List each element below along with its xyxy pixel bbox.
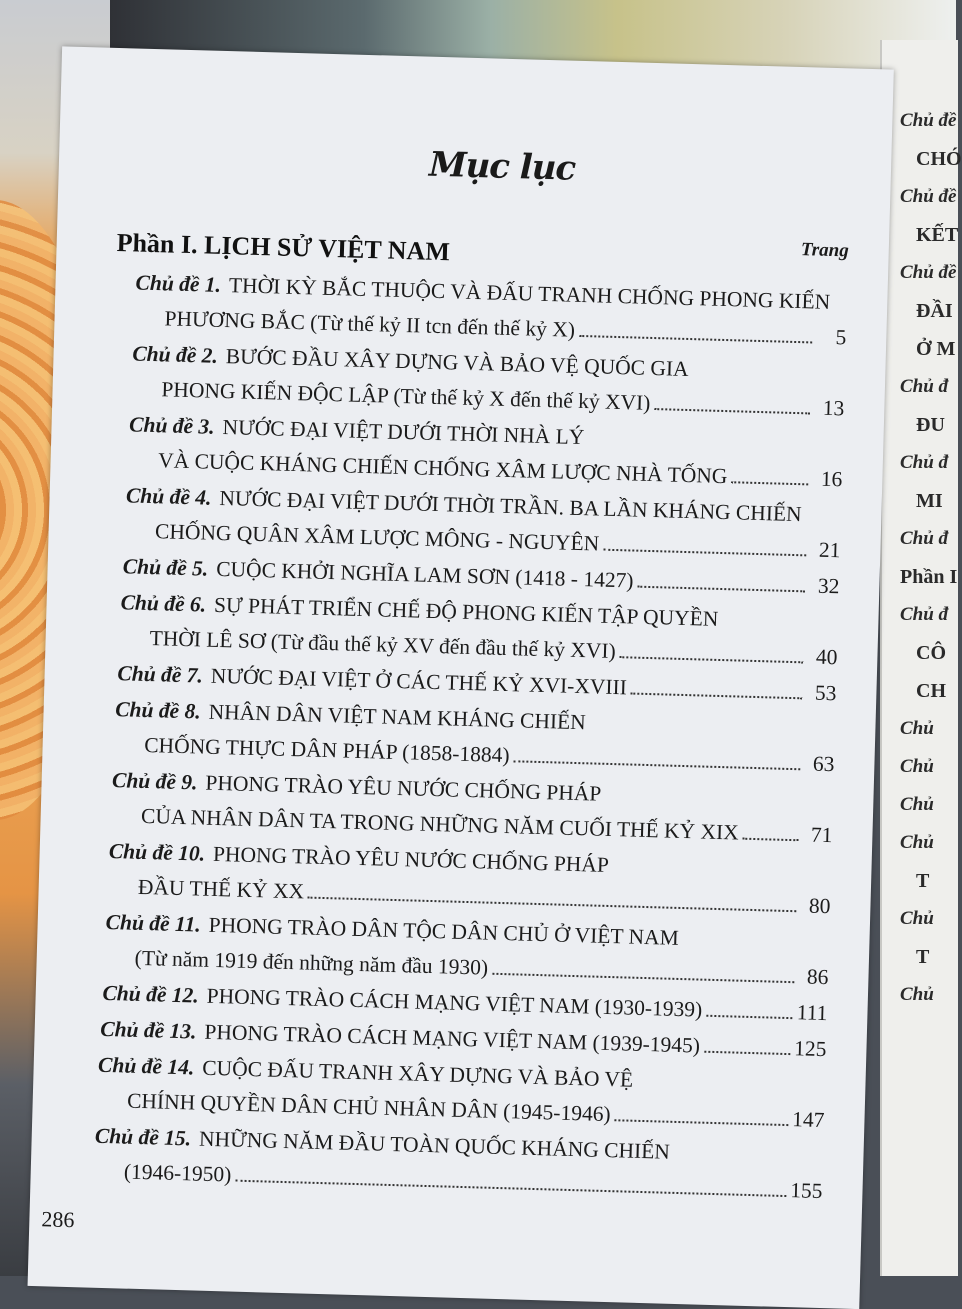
toc-entry-continuation xyxy=(164,306,846,350)
toc-page-number: 125 xyxy=(793,1036,827,1062)
adjacent-page-text: Chủ đ xyxy=(900,604,949,625)
toc-leader-dots xyxy=(637,572,805,593)
toc-entry-label: Chủ đề 4. xyxy=(125,483,212,510)
adjacent-page-text: Chủ xyxy=(900,908,934,929)
toc-entry-title: NHÂN DÂN VIỆT NAM KHÁNG CHIẾN xyxy=(208,699,587,735)
toc-entry-title: NƯỚC ĐẠI VIỆT Ở CÁC THẾ KỶ XVI-XVIII xyxy=(210,663,628,700)
toc-entry-title-line2: CHỐNG QUÂN XÂM LƯỢC MÔNG - NGUYÊN xyxy=(154,519,600,556)
toc-leader-dots xyxy=(513,746,800,770)
adjacent-page-text: CH xyxy=(916,680,946,702)
toc-entry-title-line2: CHỐNG THỰC DÂN PHÁP (1858-1884) xyxy=(143,732,510,768)
adjacent-page-text: Chủ xyxy=(900,984,934,1005)
toc-entry-continuation xyxy=(127,1089,825,1133)
toc-page-number: 80 xyxy=(808,893,831,919)
toc-entry-label: Chủ đề 10. xyxy=(108,839,206,866)
adjacent-page-text: ĐẦI xyxy=(916,300,953,322)
toc-entry-title: NƯỚC ĐẠI VIỆT DƯỚI THỜI NHÀ LÝ xyxy=(222,415,585,450)
toc-entry-title-line2: THỜI LÊ SƠ (Từ đầu thế kỷ XV đến đầu thế kỷ XVI) xyxy=(149,626,617,664)
toc-page-number: 21 xyxy=(818,537,841,563)
toc-entry-title: PHONG TRÀO YÊU NƯỚC CHỐNG PHÁP xyxy=(205,770,602,806)
toc-entry-continuation xyxy=(138,875,831,919)
toc-entry-title: BƯỚC ĐẦU XÂY DỰNG VÀ BẢO VỆ QUỐC GIA xyxy=(225,344,689,381)
toc-entry-title: NƯỚC ĐẠI VIỆT DƯỚI THỜI TRẦN. BA LẦN KHÁNG CHIẾN xyxy=(219,485,802,527)
toc-leader-dots xyxy=(492,959,795,983)
toc-page-number: 13 xyxy=(822,395,845,421)
toc-entry-title: CUỘC ĐẤU TRANH XÂY DỰNG VÀ BẢO VỆ xyxy=(201,1055,634,1092)
toc-page-number: 32 xyxy=(817,573,840,599)
adjacent-page-text: Chủ đề xyxy=(900,186,957,207)
toc-leader-dots xyxy=(731,467,809,485)
toc-entry-continuation xyxy=(149,626,837,670)
toc-page-number: 147 xyxy=(791,1107,825,1133)
page-column-label: Trang xyxy=(800,239,850,262)
toc-entry-title-line2: PHONG KIẾN ĐỘC LẬP (Từ thế kỷ X đến thế kỷ XVI) xyxy=(161,377,651,415)
adjacent-page-right xyxy=(880,40,962,1276)
toc-entry-title: THỜI KỲ BẮC THUỘC VÀ ĐẤU TRANH CHỐNG PHONG KIẾN xyxy=(228,273,831,314)
toc-page-number: 111 xyxy=(796,1000,828,1026)
adjacent-page-text: Chủ xyxy=(900,832,934,853)
toc-entry-continuation xyxy=(161,377,845,421)
toc-page-number: 40 xyxy=(815,644,838,670)
toc-leader-dots xyxy=(614,1105,788,1126)
toc-page-number: 63 xyxy=(812,751,835,777)
toc-entry-continuation xyxy=(158,448,843,492)
toc-entry-continuation xyxy=(124,1160,823,1205)
toc-entry-label: Chủ đề 3. xyxy=(128,412,215,439)
toc-page xyxy=(28,46,894,1309)
toc-entry-label: Chủ đề 14. xyxy=(97,1052,195,1080)
toc-leader-dots xyxy=(631,679,803,700)
toc-entry-title-line2: (Từ năm 1919 đến những năm đầu 1930) xyxy=(134,945,489,980)
toc-page-number: 86 xyxy=(806,964,829,990)
adjacent-page-text: Chủ đ xyxy=(900,528,949,549)
adjacent-page-text: Chủ xyxy=(900,756,934,777)
toc-entry-continuation xyxy=(141,804,833,848)
toc-entry-label: Chủ đề 11. xyxy=(105,909,202,937)
toc-leader-dots xyxy=(704,1037,791,1055)
toc-page-number: 16 xyxy=(820,466,843,492)
toc-entry-title-line2: VÀ CUỘC KHÁNG CHIẾN CHỐNG XÂM LƯỢC NHÀ TỐNG xyxy=(157,448,728,489)
adjacent-page-text: T xyxy=(916,870,930,892)
toc-leader-dots xyxy=(235,1166,786,1197)
adjacent-page-text: MI xyxy=(916,490,943,512)
toc-entry-title: PHONG TRÀO YÊU NƯỚC CHỐNG PHÁP xyxy=(212,841,610,877)
toc-leader-dots xyxy=(743,824,799,842)
toc-entry-label: Chủ đề 8. xyxy=(114,697,202,724)
adjacent-page-text: CÔ xyxy=(916,642,946,664)
toc-entry-title: PHONG TRÀO CÁCH MẠNG VIỆT NAM (1939-1945) xyxy=(204,1019,701,1058)
toc-entry-title-line2: PHƯƠNG BẮC (Từ thế kỷ II tcn đến thế kỷ X) xyxy=(164,306,576,342)
adjacent-page-text: Chủ đ xyxy=(900,452,949,473)
toc-entry-label: Chủ đề 6. xyxy=(120,590,207,617)
toc-entry-label: Chủ đề 7. xyxy=(117,661,204,688)
toc-page-number: 53 xyxy=(814,680,837,706)
toc-entry-title-line2: (1946-1950) xyxy=(123,1159,232,1187)
toc-leader-dots xyxy=(620,642,804,663)
page-title: Mục lục xyxy=(428,144,576,189)
toc-page-number: 155 xyxy=(789,1178,823,1204)
toc-entry-label: Chủ đề 5. xyxy=(122,554,209,581)
adjacent-page-text: CHÓ xyxy=(916,148,962,170)
page-number: 286 xyxy=(41,1206,75,1233)
toc-entry-title: NHỮNG NĂM ĐẦU TOÀN QUỐC KHÁNG CHIẾN xyxy=(198,1126,671,1164)
adjacent-page-text: Chủ đ xyxy=(900,376,949,397)
adjacent-page-text: T xyxy=(916,946,930,968)
toc-entry-label: Chủ đề 13. xyxy=(100,1016,197,1044)
toc-entry-label: Chủ đề 12. xyxy=(102,980,200,1008)
toc-entry-label: Chủ đề 2. xyxy=(132,341,219,368)
part-title: Phần I. LỊCH SỬ VIỆT NAM xyxy=(116,227,451,267)
toc-entry-title: SỰ PHÁT TRIỂN CHẾ ĐỘ PHONG KIẾN TẬP QUYỀN xyxy=(213,592,719,631)
adjacent-page-text: Chủ xyxy=(900,794,934,815)
toc-entry-label: Chủ đề 15. xyxy=(94,1123,192,1151)
toc-entry-title: CUỘC KHỞI NGHĨA LAM SƠN (1418 - 1427) xyxy=(215,556,634,593)
toc-entry-title-line2: CHÍNH QUYỀN DÂN CHỦ NHÂN DÂN (1945-1946) xyxy=(126,1088,612,1127)
toc-leader-dots xyxy=(579,321,813,344)
toc-entry-title-line2: ĐẦU THẾ KỶ XX xyxy=(137,874,305,904)
adjacent-page-text: KẾT xyxy=(916,224,959,246)
adjacent-page-text: Chủ đề xyxy=(900,110,957,131)
toc-leader-dots xyxy=(308,883,797,913)
toc-entry-title: PHONG TRÀO CÁCH MẠNG VIỆT NAM (1930-1939) xyxy=(206,983,703,1022)
toc-entry-title-line2: CỦA NHÂN DÂN TA TRONG NHỮNG NĂM CUỐI THẾ KỶ XIX xyxy=(140,803,740,845)
adjacent-page-text: Chủ xyxy=(900,718,934,739)
toc-page-number: 71 xyxy=(810,822,833,848)
toc-entry-continuation xyxy=(134,946,828,990)
toc-entry-label: Chủ đề 1. xyxy=(135,270,222,297)
toc-entry-continuation xyxy=(144,733,835,777)
adjacent-page-text: Phần I xyxy=(900,566,958,588)
toc-entry-continuation xyxy=(155,519,841,563)
adjacent-page-text: ĐU xyxy=(916,414,945,436)
adjacent-page-text: Chủ đề xyxy=(900,262,957,283)
toc-page-number: 5 xyxy=(835,325,847,350)
toc-entry-label: Chủ đề 9. xyxy=(111,768,198,795)
toc-entry-title: PHONG TRÀO DÂN TỘC DÂN CHỦ Ở VIỆT NAM xyxy=(208,912,680,950)
adjacent-page-text: Ở M xyxy=(916,338,956,360)
toc-leader-dots xyxy=(654,394,810,414)
toc-leader-dots xyxy=(603,535,807,557)
toc-leader-dots xyxy=(706,1001,793,1019)
